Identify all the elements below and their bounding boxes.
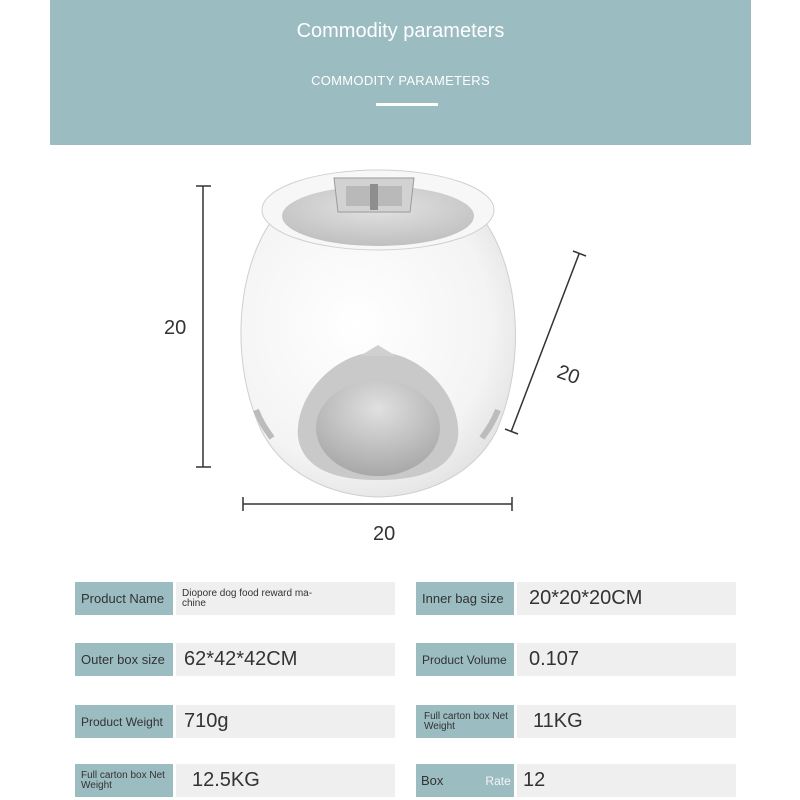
param-label — [416, 764, 514, 797]
product-illustration — [0, 145, 800, 565]
height-dimension-line — [196, 186, 211, 467]
height-dimension-label: 20 — [164, 317, 187, 339]
title-underline — [376, 103, 438, 106]
page-title: Commodity parameters — [296, 20, 505, 42]
param-carton-net-weight — [416, 705, 736, 738]
depth-dimension-label: 20 — [554, 360, 583, 390]
param-label: Product Name — [75, 582, 173, 615]
param-label: Full carton box Net Weight — [75, 764, 173, 797]
param-label: Full carton box Net Weight — [416, 705, 514, 738]
param-label: Inner bag size — [416, 582, 514, 615]
param-value: 11KG — [517, 705, 736, 738]
param-value: Diopore dog food reward ma- chine — [176, 582, 395, 615]
param-label-text: Box — [421, 773, 444, 788]
dog-feeder-product — [241, 170, 516, 497]
width-dimension-label: 20 — [373, 523, 396, 545]
product-image-area — [0, 145, 800, 565]
param-product-name — [75, 582, 395, 615]
param-value: 12.5KG — [176, 764, 395, 797]
param-value: 62*42*42CM — [176, 643, 395, 676]
header-banner — [50, 0, 751, 145]
param-value: 0.107 — [517, 643, 736, 676]
param-carton-gross-weight — [75, 764, 395, 797]
param-label: Outer box size — [75, 643, 173, 676]
param-product-volume — [416, 643, 736, 676]
param-value: 710g — [176, 705, 395, 738]
param-value: 20*20*20CM — [517, 582, 736, 615]
param-label-extra: Rate — [485, 773, 511, 788]
param-outer-box-size — [75, 643, 395, 676]
param-product-weight — [75, 705, 395, 738]
page-subtitle: COMMODITY PARAMETERS — [311, 73, 490, 88]
param-inner-bag-size — [416, 582, 736, 615]
width-dimension-line — [243, 497, 512, 511]
param-label: Product Weight — [75, 705, 173, 738]
param-value: 12 — [517, 764, 736, 797]
param-label: Product Volume — [416, 643, 514, 676]
param-box-rate — [416, 764, 736, 797]
depth-dimension-line — [505, 251, 586, 434]
